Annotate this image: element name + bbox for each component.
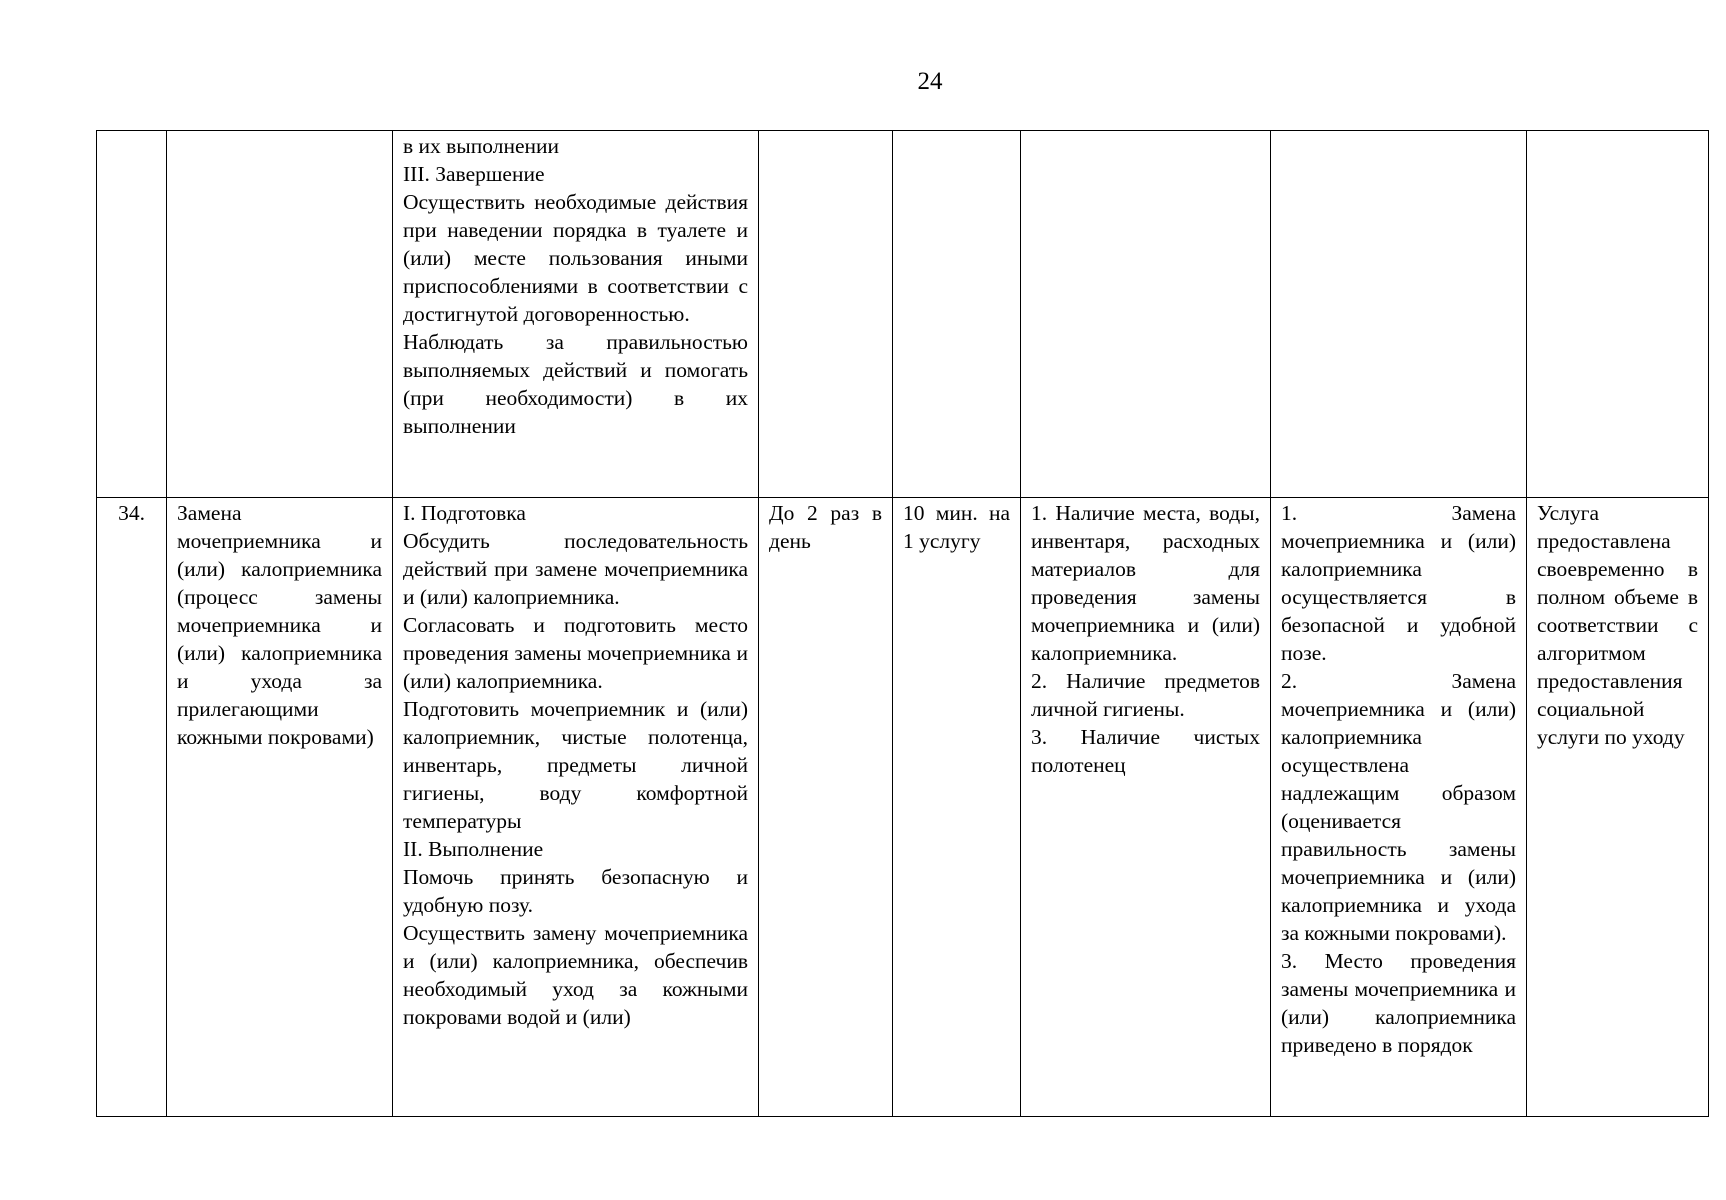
cell-row-number — [97, 498, 167, 1117]
procedure-line: Наблюдать за правильностью выполняемых действий и помогать (при необходимости) в их выполнении — [403, 330, 748, 438]
cell-duration-empty — [893, 131, 1021, 498]
table-row-34 — [97, 498, 1709, 1117]
cell-procedure — [393, 498, 759, 1117]
procedure-line: Осуществить замену мочеприемника и (или) калоприемника, обеспечив необходимый уход за кожными покровами водой и (или) — [403, 921, 748, 1029]
procedure-line: Подготовить мочеприемник и (или) калоприемник, чистые полотенца, инвентарь, предметы личной гигиены, воду комфортной температуры — [403, 697, 748, 833]
procedure-section-heading: II. Выполнение — [403, 837, 544, 861]
procedure-line: Согласовать и подготовить место проведения замены мочеприемника и (или) калоприемника. — [403, 613, 748, 693]
condition-item: 1. Наличие места, воды, инвентаря, расходных материалов для проведения замены мочеприемника и (или) калоприемника. — [1031, 501, 1260, 665]
cell-evaluation — [1527, 498, 1709, 1117]
duration: 10 мин. на 1 услугу — [903, 501, 1010, 553]
condition-item: 3. Наличие чистых полотенец — [1031, 725, 1260, 777]
cell-service-name-empty — [167, 131, 393, 498]
table-row-continued — [97, 131, 1709, 498]
cell-frequency-empty — [759, 131, 893, 498]
quality-item: 3. Место проведения замены мочеприемника и (или) калоприемника приведено в порядок — [1281, 949, 1516, 1057]
frequency: До 2 раз в день — [769, 501, 882, 553]
cell-conditions-empty — [1021, 131, 1271, 498]
cell-quality — [1271, 498, 1527, 1117]
service-name: Замена мочеприемника и (или) калоприемника (процесс замены мочеприемника и (или) калоприемника и ухода за прилегающими кожными покровами) — [177, 501, 382, 749]
cell-quality-empty — [1271, 131, 1527, 498]
quality-item: 1. Замена мочеприемника и (или) калоприемника осуществляется в безопасной и удобной позе. — [1281, 501, 1516, 665]
procedure-section-heading: I. Подготовка — [403, 501, 526, 525]
cell-service-name — [167, 498, 393, 1117]
procedure-line: в их выполнении — [403, 134, 560, 158]
quality-item: 2. Замена мочеприемника и (или) калоприемника осуществлена надлежащим образом (оценивается правильность замены мочеприемника и (или) калоприемника и ухода за кожными покровами). — [1281, 669, 1516, 945]
cell-conditions — [1021, 498, 1271, 1117]
procedure-section-heading: III. Завершение — [403, 162, 545, 186]
cell-evaluation-empty — [1527, 131, 1709, 498]
procedure-line: Обсудить последовательность действий при замене мочеприемника и (или) калоприемника. — [403, 529, 748, 609]
evaluation: Услуга предоставлена своевременно в полном объеме в соответствии с алгоритмом предоставления социальной услуги по уходу — [1537, 501, 1698, 749]
procedure-line: Осуществить необходимые действия при наведении порядка в туалете и (или) месте пользования иными приспособлениями в соответствии с достигнутой договоренностью. — [403, 190, 748, 326]
condition-item: 2. Наличие предметов личной гигиены. — [1031, 669, 1260, 721]
cell-duration — [893, 498, 1021, 1117]
cell-number-empty — [97, 131, 167, 498]
row-number: 34. — [118, 501, 145, 525]
cell-frequency — [759, 498, 893, 1117]
cell-procedure-continued — [393, 131, 759, 498]
procedure-line: Помочь принять безопасную и удобную позу. — [403, 865, 748, 917]
page-number: 24 — [917, 68, 943, 95]
services-table — [96, 130, 1709, 1117]
